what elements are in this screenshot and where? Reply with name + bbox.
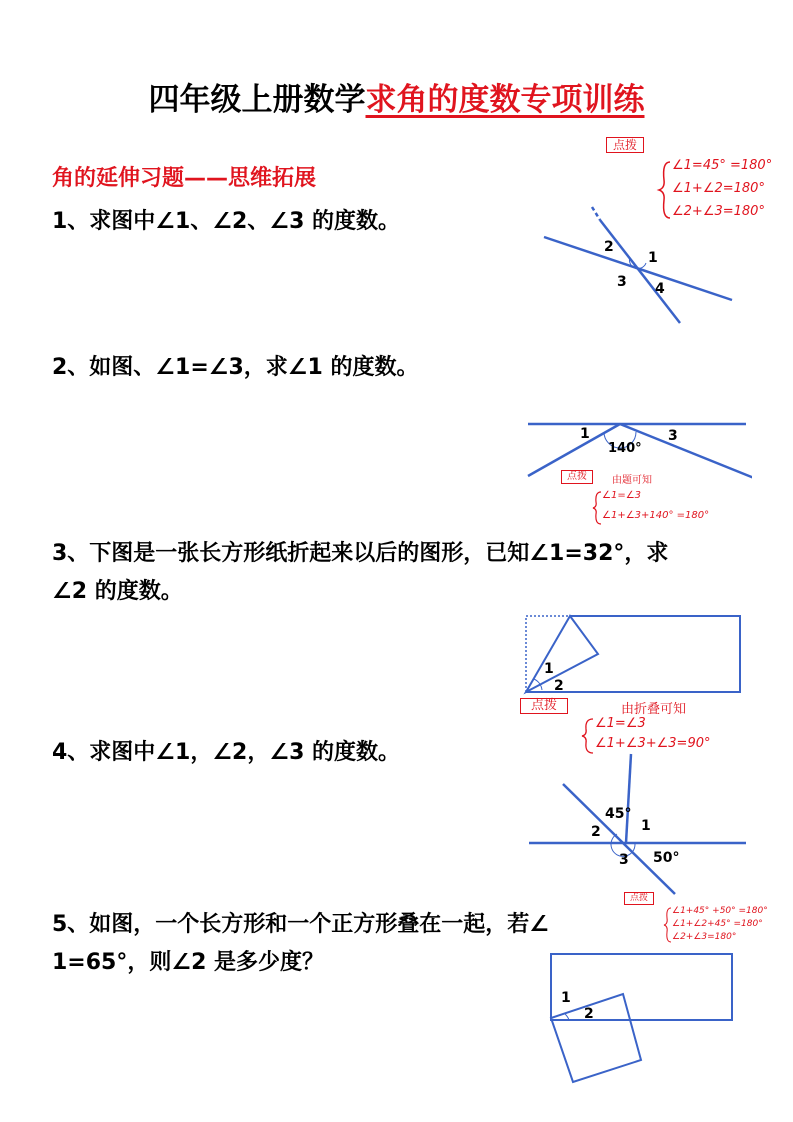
figure-3 bbox=[520, 612, 746, 698]
fig5-label-2: 2 bbox=[584, 1006, 594, 1022]
fig2-label-140: 140° bbox=[608, 441, 642, 456]
hint-label-3: 点拨 bbox=[520, 698, 568, 714]
hint2-brace bbox=[591, 490, 603, 526]
fig4-line-vertical bbox=[626, 754, 631, 843]
title-red: 求角的度数专项训练 bbox=[365, 82, 645, 118]
question-5-line2: 1=65°，则∠2 是多少度？ bbox=[52, 950, 325, 975]
question-2: 2、如图、∠1=∠3，求∠1 的度数。 bbox=[52, 355, 419, 380]
hint1-line1: ∠1=45° =180° bbox=[672, 158, 773, 173]
hint4-line3: ∠2+∠3=180° bbox=[672, 932, 737, 942]
fig1-line-b bbox=[600, 220, 680, 323]
title-black: 四年级上册数学 bbox=[148, 82, 366, 118]
hint-label-2: 点拨 bbox=[561, 470, 593, 484]
figure-5 bbox=[545, 948, 740, 1088]
fig3-arc bbox=[534, 679, 542, 690]
hint1-line3: ∠2+∠3=180° bbox=[672, 204, 765, 219]
fig4-label-2: 2 bbox=[591, 824, 601, 840]
figure-1 bbox=[538, 205, 738, 330]
fig4-label-3: 3 bbox=[619, 852, 629, 868]
fig2-line-left bbox=[528, 424, 620, 476]
fig1-label-1: 1 bbox=[648, 250, 658, 266]
fig2-label-3: 3 bbox=[668, 428, 678, 444]
fig5-label-1: 1 bbox=[561, 990, 571, 1006]
hint3-brace bbox=[580, 717, 596, 755]
hint3-line2: ∠1+∠3+∠3=90° bbox=[595, 736, 711, 751]
hint4-brace bbox=[663, 906, 673, 944]
fig4-label-45: 45° bbox=[605, 806, 632, 822]
hint3-line1: ∠1=∠3 bbox=[595, 716, 646, 731]
hint-label-4: 点拨 bbox=[624, 892, 654, 905]
question-1: 1、求图中∠1、∠2、∠3 的度数。 bbox=[52, 209, 401, 234]
question-3-line2: ∠2 的度数。 bbox=[52, 579, 183, 604]
hint2-note: 由题可知 bbox=[612, 475, 652, 486]
page-title bbox=[0, 74, 793, 119]
fig3-label-2: 2 bbox=[554, 678, 564, 694]
fig4-label-50: 50° bbox=[653, 850, 680, 866]
hint1-line2: ∠1+∠2=180° bbox=[672, 181, 765, 196]
hint2-line2: ∠1+∠3+140° =180° bbox=[602, 510, 710, 521]
hint-label-1: 点拨 bbox=[606, 137, 644, 153]
question-3-line1: 3、下图是一张长方形纸折起来以后的图形，已知∠1=32°，求 bbox=[52, 541, 669, 566]
hint4-line1: ∠1+45° +50° =180° bbox=[672, 906, 768, 916]
fig2-label-1: 1 bbox=[580, 426, 590, 442]
fig5-square bbox=[551, 994, 641, 1082]
hint3-note: 由折叠可知 bbox=[621, 702, 687, 717]
fig1-line-b-dash bbox=[592, 207, 600, 220]
figure-4 bbox=[525, 752, 750, 897]
fig1-label-4: 4 bbox=[655, 281, 665, 297]
hint4-line2: ∠1+∠2+45° =180° bbox=[672, 919, 763, 929]
fig4-label-1: 1 bbox=[641, 818, 651, 834]
fig4-line-diagonal bbox=[563, 784, 675, 894]
fig3-label-1: 1 bbox=[544, 661, 554, 677]
section-title: 角的延伸习题——思维拓展 bbox=[52, 166, 317, 191]
fig1-label-2: 2 bbox=[604, 239, 614, 255]
fig1-label-3: 3 bbox=[617, 274, 627, 290]
question-4: 4、求图中∠1，∠2，∠3 的度数。 bbox=[52, 740, 401, 765]
question-5-line1: 5、如图，一个长方形和一个正方形叠在一起，若∠ bbox=[52, 912, 550, 937]
fig5-rectangle bbox=[551, 954, 732, 1020]
hint2-line1: ∠1=∠3 bbox=[602, 490, 642, 501]
